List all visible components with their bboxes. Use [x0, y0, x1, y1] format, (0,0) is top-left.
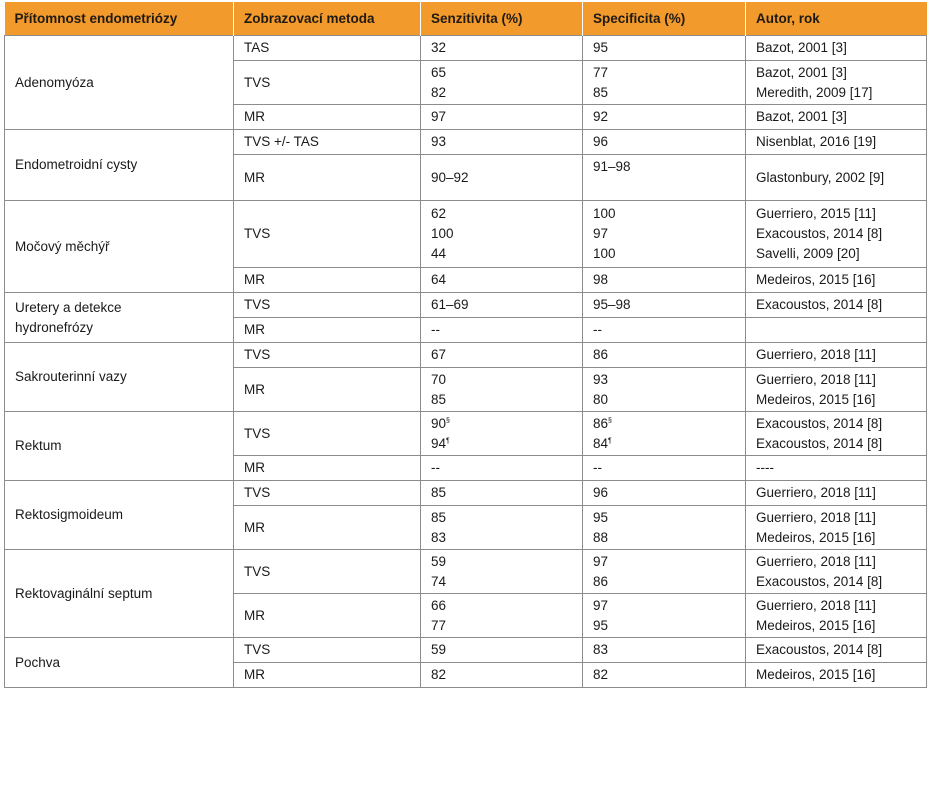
- value-line: [593, 414, 735, 434]
- sensitivity-cell: 61–69: [421, 293, 583, 318]
- specificity-cell: 82: [583, 663, 746, 688]
- value-line: 100: [593, 246, 616, 261]
- author-cell: [746, 201, 927, 268]
- table-row: [5, 481, 927, 506]
- group-label: Endometroidní cysty: [5, 130, 234, 201]
- sensitivity-cell: [421, 368, 583, 412]
- method-cell: MR: [234, 155, 421, 201]
- sensitivity-cell: [421, 594, 583, 638]
- group-label: Adenomyóza: [5, 36, 234, 130]
- value-line: 62: [431, 206, 447, 221]
- author-cell: [746, 368, 927, 412]
- method-cell: TVS: [234, 638, 421, 663]
- sensitivity-cell: --: [421, 456, 583, 481]
- value-line: 88: [593, 529, 609, 545]
- author-cell: Bazot, 2001 [3]: [746, 36, 927, 61]
- value-line: Meredith, 2009 [17]: [756, 84, 873, 100]
- sensitivity-cell: 93: [421, 130, 583, 155]
- value-line: 100: [593, 206, 616, 221]
- sensitivity-cell: 32: [421, 36, 583, 61]
- value-line: 85: [431, 509, 447, 525]
- author-cell: [746, 61, 927, 105]
- footnote-mark: §: [446, 417, 450, 424]
- value-line: 85: [593, 84, 609, 100]
- specificity-cell: [583, 506, 746, 550]
- specificity-cell: [583, 412, 746, 456]
- author-cell: Exacoustos, 2014 [8]: [746, 638, 927, 663]
- specificity-cell: 95: [583, 36, 746, 61]
- table-row: [5, 638, 927, 663]
- group-label-line: Uretery a detekce: [15, 299, 122, 315]
- group-label: Rektovaginální septum: [5, 550, 234, 638]
- author-cell: ----: [746, 456, 927, 481]
- author-cell: Medeiros, 2015 [16]: [746, 268, 927, 293]
- value-line: [593, 434, 735, 454]
- value-line: Guerriero, 2018 [11]: [756, 553, 876, 569]
- author-cell: Nisenblat, 2016 [19]: [746, 130, 927, 155]
- sensitivity-cell: 67: [421, 343, 583, 368]
- value-line: 65: [431, 64, 447, 80]
- author-cell: Medeiros, 2015 [16]: [746, 663, 927, 688]
- author-cell: [746, 506, 927, 550]
- value-line: 97: [593, 226, 609, 241]
- sensitivity-cell: [421, 201, 583, 268]
- method-cell: MR: [234, 368, 421, 412]
- sensitivity-cell: 59: [421, 638, 583, 663]
- value-line: 95: [593, 509, 609, 525]
- sensitivity-cell: [421, 550, 583, 594]
- method-cell: MR: [234, 105, 421, 130]
- value-line: Exacoustos, 2014 [8]: [756, 226, 883, 241]
- value-line: 85: [431, 391, 447, 407]
- table-row: [5, 130, 927, 155]
- group-label: Sakrouterinní vazy: [5, 343, 234, 412]
- value-line: Medeiros, 2015 [16]: [756, 617, 876, 633]
- header-author: Autor, rok: [746, 2, 927, 36]
- value-line: [431, 434, 572, 454]
- method-cell: TVS +/- TAS: [234, 130, 421, 155]
- author-cell: Guerriero, 2018 [11]: [746, 481, 927, 506]
- sensitivity-cell: 85: [421, 481, 583, 506]
- method-cell: TVS: [234, 412, 421, 456]
- table-row: [5, 293, 927, 318]
- header-specificity: Specificita (%): [583, 2, 746, 36]
- specificity-cell: [583, 368, 746, 412]
- sensitivity-cell: 97: [421, 105, 583, 130]
- value-line: 86: [593, 573, 609, 589]
- value-text: 84: [593, 435, 609, 451]
- header-sensitivity: Senzitivita (%): [421, 2, 583, 36]
- value-line: 77: [593, 64, 609, 80]
- group-label: Rektosigmoideum: [5, 481, 234, 550]
- group-label: Rektum: [5, 412, 234, 481]
- method-cell: TVS: [234, 550, 421, 594]
- sensitivity-cell: 90–92: [421, 155, 583, 201]
- specificity-cell: 83: [583, 638, 746, 663]
- endometriosis-imaging-table: [4, 2, 927, 688]
- specificity-cell: [583, 550, 746, 594]
- value-line: 97: [593, 597, 609, 613]
- specificity-cell: --: [583, 318, 746, 343]
- value-text: 86: [593, 415, 609, 431]
- sensitivity-cell: 64: [421, 268, 583, 293]
- author-cell: [746, 318, 927, 343]
- author-cell: Guerriero, 2018 [11]: [746, 343, 927, 368]
- header-method: Zobrazovací metoda: [234, 2, 421, 36]
- value-text: 90: [431, 415, 447, 431]
- author-cell: [746, 594, 927, 638]
- specificity-cell: 91–98: [583, 155, 746, 201]
- author-cell: Exacoustos, 2014 [8]: [746, 293, 927, 318]
- value-line: Exacoustos, 2014 [8]: [756, 435, 883, 451]
- value-line: 44: [431, 246, 447, 261]
- specificity-cell: 96: [583, 481, 746, 506]
- specificity-cell: 92: [583, 105, 746, 130]
- value-line: 95: [593, 617, 609, 633]
- table-row: [5, 412, 927, 456]
- value-line: Savelli, 2009 [20]: [756, 246, 860, 261]
- method-cell: MR: [234, 456, 421, 481]
- table-row: [5, 550, 927, 594]
- value-line: Medeiros, 2015 [16]: [756, 391, 876, 407]
- table-row: [5, 343, 927, 368]
- value-line: Medeiros, 2015 [16]: [756, 529, 876, 545]
- value-line: 77: [431, 617, 447, 633]
- value-line: 80: [593, 391, 609, 407]
- value-line: 70: [431, 371, 447, 387]
- specificity-cell: [583, 594, 746, 638]
- author-cell: Glastonbury, 2002 [9]: [746, 155, 927, 201]
- group-label-line: hydronefrózy: [15, 319, 94, 335]
- method-cell: TVS: [234, 61, 421, 105]
- value-line: 82: [431, 84, 447, 100]
- sensitivity-cell: [421, 412, 583, 456]
- footnote-mark: §: [608, 417, 612, 424]
- value-line: 100: [431, 226, 454, 241]
- author-cell: Bazot, 2001 [3]: [746, 105, 927, 130]
- specificity-cell: 96: [583, 130, 746, 155]
- author-cell: [746, 550, 927, 594]
- table-row: [5, 201, 927, 268]
- value-line: 97: [593, 553, 609, 569]
- method-cell: TAS: [234, 36, 421, 61]
- footnote-mark: ¶: [608, 437, 612, 444]
- value-text: 94: [431, 435, 447, 451]
- sensitivity-cell: --: [421, 318, 583, 343]
- header-row: [5, 2, 927, 36]
- header-presence: Přítomnost endometriózy: [5, 2, 234, 36]
- value-line: 93: [593, 371, 609, 387]
- table-row: [5, 36, 927, 61]
- value-line: 74: [431, 573, 447, 589]
- value-line: Bazot, 2001 [3]: [756, 64, 847, 80]
- group-label: Močový měchýř: [5, 201, 234, 293]
- method-cell: MR: [234, 268, 421, 293]
- method-cell: MR: [234, 506, 421, 550]
- specificity-cell: 95–98: [583, 293, 746, 318]
- specificity-cell: [583, 201, 746, 268]
- method-cell: TVS: [234, 293, 421, 318]
- method-cell: MR: [234, 663, 421, 688]
- footnote-mark: ¶: [446, 437, 450, 444]
- value-line: Guerriero, 2018 [11]: [756, 371, 876, 387]
- value-line: Exacoustos, 2014 [8]: [756, 415, 883, 431]
- sensitivity-cell: [421, 506, 583, 550]
- specificity-cell: --: [583, 456, 746, 481]
- sensitivity-cell: [421, 61, 583, 105]
- value-line: Guerriero, 2018 [11]: [756, 597, 876, 613]
- group-label: Pochva: [5, 638, 234, 688]
- value-line: [431, 414, 572, 434]
- method-cell: TVS: [234, 201, 421, 268]
- sensitivity-cell: 82: [421, 663, 583, 688]
- group-label: [5, 293, 234, 343]
- method-cell: TVS: [234, 343, 421, 368]
- specificity-cell: 86: [583, 343, 746, 368]
- value-line: Guerriero, 2015 [11]: [756, 206, 876, 221]
- value-line: 83: [431, 529, 447, 545]
- value-line: Exacoustos, 2014 [8]: [756, 573, 883, 589]
- method-cell: TVS: [234, 481, 421, 506]
- specificity-cell: [583, 61, 746, 105]
- specificity-cell: 98: [583, 268, 746, 293]
- value-line: 59: [431, 553, 447, 569]
- author-cell: [746, 412, 927, 456]
- method-cell: MR: [234, 318, 421, 343]
- method-cell: MR: [234, 594, 421, 638]
- value-line: Guerriero, 2018 [11]: [756, 509, 876, 525]
- value-line: 66: [431, 597, 447, 613]
